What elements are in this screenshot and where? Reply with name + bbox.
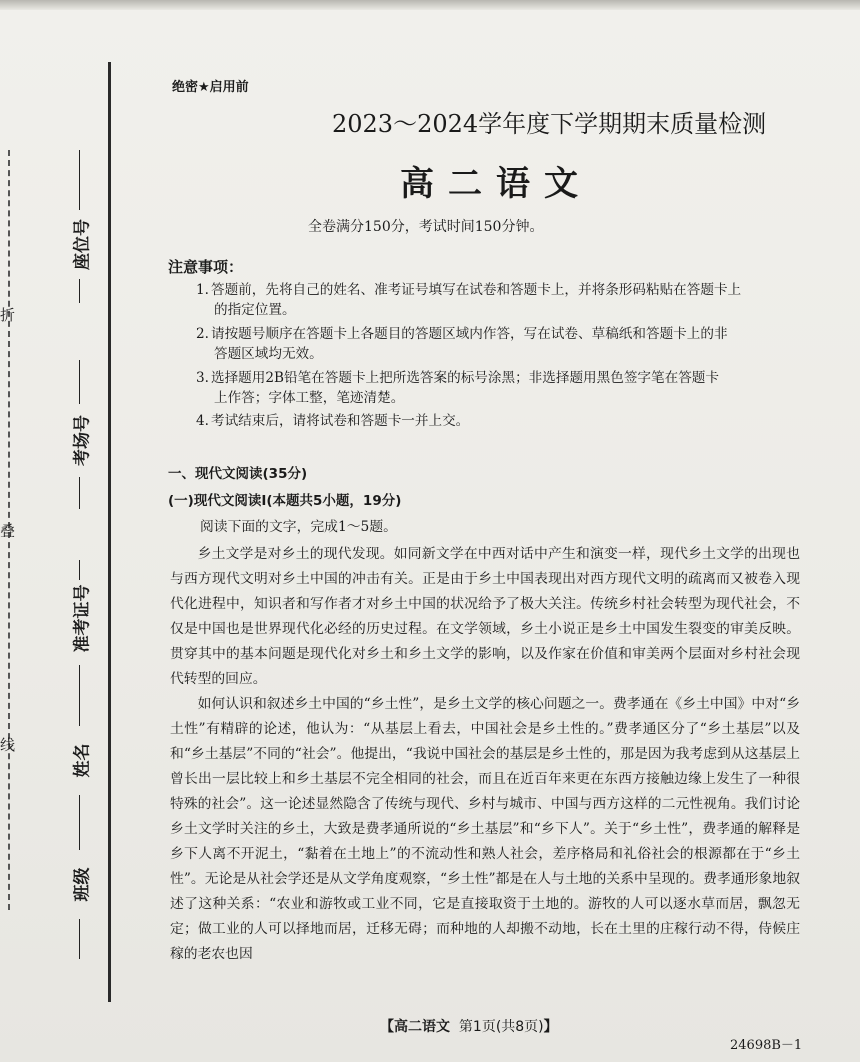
score-note: 全卷满分150分，考试时间150分钟。: [308, 219, 544, 235]
section-heading: 一、现代文阅读(35分): [168, 466, 308, 482]
footer-subject: 高二语文: [394, 1019, 450, 1035]
reading-passage: [170, 542, 800, 967]
footer-page-info: 第1页(共8页): [458, 1019, 544, 1035]
field-ticket-number: 准考证号: [66, 560, 94, 705]
page-footer: 【高二语文 第1页(共8页)】: [380, 1019, 558, 1035]
paper-code: 24698B－1: [730, 1038, 803, 1053]
scan-top-edge: [0, 0, 860, 10]
field-class: 班级: [66, 830, 94, 959]
fold-mark-overlap: 叠: [0, 522, 16, 540]
notice-item: 4. 考试结束后，请将试卷和答题卡一并上交。: [196, 413, 470, 430]
passage-paragraph: 如何认识和叙述乡土中国的“乡土性”，是乡土文学的核心问题之一。费孝通在《乡土中国》中对“乡土性”有精辟的论述，他认为：“从基层上看去，中国社会是乡土性的。”费孝通区分了“乡土基层”以及和“乡土基层”不同的“社会”。他提出，“我说中国社会的基层是乡土性的，那是因为我考虑到从这基层上曾长出一层比较上和乡土基层不完全相同的社会，而且在近百年来更在东西方接触边缘上发生了一种很特殊的社会”。这一论述显然隐含了传统与现代、乡村与城市、中国与西方这样的二元性视角。我们讨论乡土文学时关注的乡土，大致是费孝通所说的“乡土基层”和“乡下人”。关于“乡土性”，费孝通的解释是乡下人离不开泥土，“黏着在土地上”的不流动性和熟人社会，差序格局和礼俗社会的根源都在于“乡土性”。无论是从社会学还是从文学角度观察，“乡土性”都是在人与土地的关系中呈现的。费孝通形象地叙述了这种关系：“农业和游牧或工业不同，它是直接取资于土地的。游牧的人可以逐水草而居，飘忽无定；做工业的人可以择地而居，迁移无碍；而种地的人却搬不动地，长在土里的庄稼行动不得，侍候庄稼的老农也因: [170, 696, 800, 962]
field-room-number: 考场号: [66, 360, 94, 509]
field-seat-number: 座位号: [66, 150, 94, 303]
fold-mark-fold: 折: [0, 306, 16, 324]
field-name: 姓名: [66, 700, 94, 835]
notice-item: 2. 请按题号顺序在答题卡上各题目的答题区域内作答，写在试卷、草稿纸和答题卡上的非 答题区域均无效。: [196, 325, 728, 363]
notice-heading: 注意事项：: [168, 258, 244, 276]
notice-list: [196, 280, 796, 435]
passage-paragraph: 乡土文学是对乡土的现代发现。如同新文学在中西对话中产生和演变一样，现代乡土文学的出现也与西方现代文明对乡土中国的冲击有关。正是由于乡土中国表现出对西方现代文明的疏离而又被卷入现代化进程中，知识者和写作者才对乡土中国的状况给予了极大关注。传统乡村社会转型为现代社会，不仅是中国也是世界现代化必经的历史过程。在文学领域，乡土小说正是乡土中国发生裂变的审美反映。贯穿其中的基本问题是现代化对乡土和乡土文学的影响，以及作家在价值和审美两个层面对乡村社会现代转型的回应。: [170, 546, 800, 687]
binding-rule: [108, 62, 111, 1002]
fold-mark-line: 线: [0, 736, 16, 754]
subject-title: 高二语文: [400, 164, 592, 204]
secret-label: 绝密★启用前: [172, 80, 249, 95]
notice-item: 1. 答题前，先将自己的姓名、准考证号填写在试卷和答题卡上，并将条形码粘贴在答题卡上 的指定位置。: [196, 282, 742, 319]
notice-item: 3. 选择题用2B铅笔在答题卡上把所选答案的标号涂黑；非选择题用黑色签字笔在答题卡 上作答；字体工整，笔迹清楚。: [196, 369, 719, 407]
reading-instruction: 阅读下面的文字，完成1～5题。: [200, 519, 397, 535]
subsection-heading: (一)现代文阅读Ⅰ(本题共5小题，19分): [168, 493, 402, 509]
exam-title: 2023～2024学年度下学期期末质量检测: [332, 110, 767, 138]
